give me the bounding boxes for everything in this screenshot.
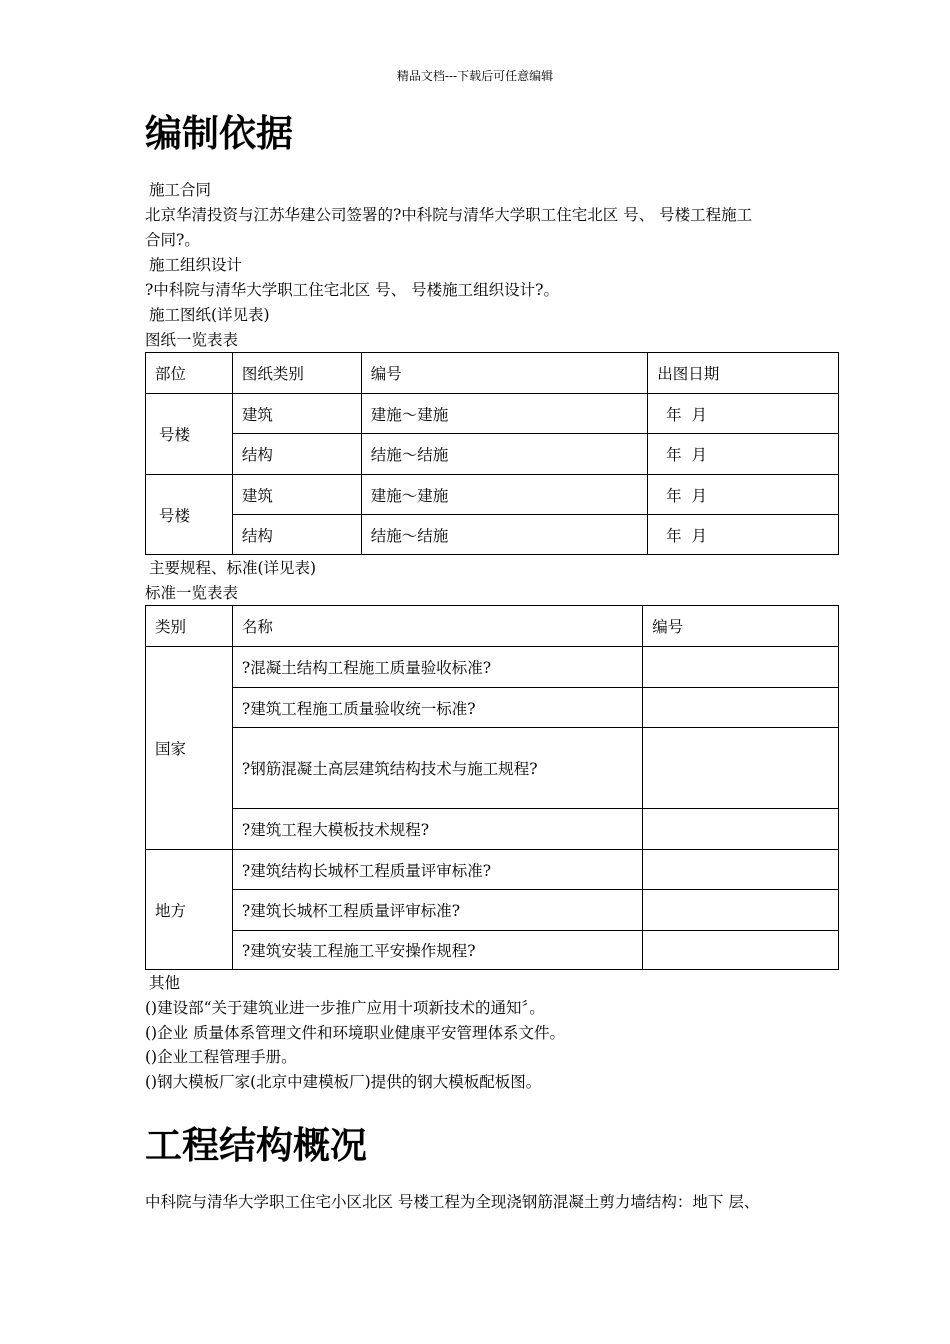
column-header: 编号 bbox=[643, 606, 839, 647]
contract-text-line-2: 合同?。 bbox=[145, 231, 200, 249]
other-heading: 其他 bbox=[149, 974, 181, 992]
table-cell-empty bbox=[643, 809, 839, 850]
table-row bbox=[146, 931, 839, 970]
table-cell: 建施～建施 bbox=[361, 394, 648, 434]
table-cell: 建筑 bbox=[232, 394, 361, 434]
category-cell: 地方 bbox=[146, 850, 233, 970]
drawings-table bbox=[145, 352, 839, 555]
table-cell: 年 月 bbox=[648, 515, 839, 555]
column-header: 类别 bbox=[146, 606, 233, 647]
contract-heading: 施工合同 bbox=[149, 181, 212, 199]
table-row bbox=[146, 647, 839, 688]
table-cell: ?建筑结构长城杯工程质量评审标准? bbox=[232, 850, 642, 890]
standards-table bbox=[145, 605, 839, 970]
section-title-structure: 工程结构概况 bbox=[145, 1123, 367, 1167]
table-cell-empty bbox=[643, 647, 839, 688]
part-cell: 号楼 bbox=[146, 475, 233, 555]
column-header: 图纸类别 bbox=[232, 353, 361, 394]
table-cell-empty bbox=[643, 890, 839, 931]
table-cell: 结施～结施 bbox=[361, 515, 648, 555]
org-design-heading: 施工组织设计 bbox=[149, 256, 243, 274]
other-item: ()钢大模板厂家(北京中建模板厂)提供的钢大模板配板图。 bbox=[145, 1073, 542, 1091]
standards-heading: 主要规程、标准(详见表) bbox=[149, 559, 317, 577]
drawings-heading: 施工图纸(详见表) bbox=[149, 306, 270, 324]
column-header: 名称 bbox=[232, 606, 642, 647]
table-row bbox=[146, 475, 839, 515]
other-item: ()建设部“关于建筑业进一步推广应用十项新技术的通知〞。 bbox=[145, 999, 545, 1017]
table-cell: 年 月 bbox=[648, 394, 839, 434]
table-row bbox=[146, 394, 839, 434]
contract-text-line-1: 北京华清投资与江苏华建公司签署的?中科院与清华大学职工住宅北区 号、 号楼工程施工 bbox=[145, 206, 753, 224]
table-cell: ?建筑工程大模板技术规程? bbox=[232, 809, 642, 850]
table-cell: 结构 bbox=[232, 434, 361, 475]
table-cell: ?钢筋混凝土高层建筑结构技术与施工规程? bbox=[232, 728, 642, 809]
standards-table-header-row bbox=[146, 606, 839, 647]
table-cell: 建施～建施 bbox=[361, 475, 648, 515]
drawings-table-header-row bbox=[146, 353, 839, 394]
page-header: 精品文档---下载后可任意编辑 bbox=[396, 69, 554, 83]
table-cell-empty bbox=[643, 728, 839, 809]
table-row bbox=[146, 434, 839, 475]
drawings-table-caption: 图纸一览表表 bbox=[145, 331, 239, 349]
other-item: ()企业工程管理手册。 bbox=[145, 1048, 297, 1066]
org-design-text: ?中科院与清华大学职工住宅北区 号、 号楼施工组织设计?。 bbox=[145, 281, 559, 299]
table-cell: 结施～结施 bbox=[361, 434, 648, 475]
section-title-basis: 编制依据 bbox=[145, 111, 293, 155]
structure-overview-text: 中科院与清华大学职工住宅小区北区 号楼工程为全现浇钢筋混凝土剪力墙结构：地下 层、 bbox=[145, 1193, 760, 1211]
other-item: ()企业 质量体系管理文件和环境职业健康平安管理体系文件。 bbox=[145, 1024, 566, 1042]
table-row bbox=[146, 850, 839, 890]
column-header: 出图日期 bbox=[648, 353, 839, 394]
standards-table-caption: 标准一览表表 bbox=[145, 584, 239, 602]
table-cell: 年 月 bbox=[648, 434, 839, 475]
category-cell: 国家 bbox=[146, 647, 233, 850]
table-row bbox=[146, 688, 839, 728]
table-cell-empty bbox=[643, 688, 839, 728]
column-header: 部位 bbox=[146, 353, 233, 394]
table-cell: 建筑 bbox=[232, 475, 361, 515]
column-header: 编号 bbox=[361, 353, 648, 394]
table-cell: ?建筑安装工程施工平安操作规程? bbox=[232, 931, 642, 970]
table-row bbox=[146, 515, 839, 555]
part-cell: 号楼 bbox=[146, 394, 233, 475]
table-row bbox=[146, 809, 839, 850]
table-cell: 年 月 bbox=[648, 475, 839, 515]
table-cell: ?建筑工程施工质量验收统一标准? bbox=[232, 688, 642, 728]
table-cell-empty bbox=[643, 931, 839, 970]
table-cell: ?混凝土结构工程施工质量验收标准? bbox=[232, 647, 642, 688]
table-row bbox=[146, 890, 839, 931]
table-row bbox=[146, 728, 839, 809]
table-cell: ?建筑长城杯工程质量评审标准? bbox=[232, 890, 642, 931]
table-cell-empty bbox=[643, 850, 839, 890]
table-cell: 结构 bbox=[232, 515, 361, 555]
